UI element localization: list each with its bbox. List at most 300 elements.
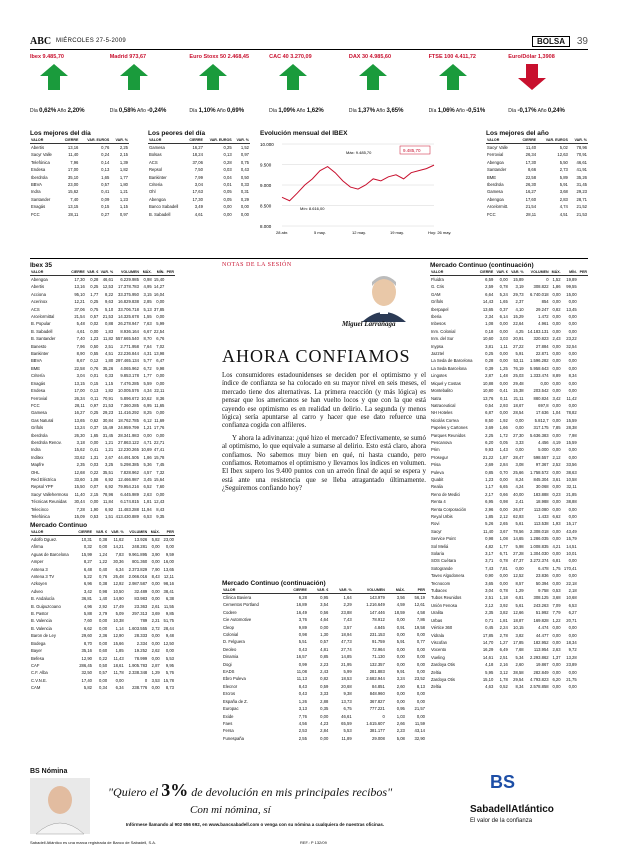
table-cell: 3,81 <box>485 343 494 349</box>
table-cell: 0,00 <box>568 573 577 579</box>
table-cell: 31,45 <box>102 432 114 438</box>
table-cell: 11,40 <box>483 528 494 534</box>
table-cell: Aguas de Barcelona <box>31 551 69 557</box>
table-cell: 33.375.950 <box>117 291 139 297</box>
table-cell: 5.896.672 <box>120 395 139 401</box>
table-cell: 84.851 <box>372 683 385 689</box>
table-row <box>430 291 588 298</box>
table-cell: 0,25 <box>90 299 99 305</box>
table-cell: 56,19 <box>414 595 425 600</box>
table-cell: 0,55 <box>90 351 99 357</box>
table-cell: 2,12 <box>552 454 561 460</box>
variation-label: Día <box>508 108 518 114</box>
table-cell: 848.960 <box>369 691 385 697</box>
table-cell: 5.958.643 <box>530 365 549 371</box>
table-row <box>430 387 588 394</box>
table-cell: 317.175 <box>533 425 549 431</box>
table-cell: 0,12 <box>90 358 99 364</box>
table-cell: Prim <box>431 447 440 453</box>
table-cell: Grifols <box>431 299 444 305</box>
table-cell: 6,38 <box>165 596 174 602</box>
table-row <box>430 535 588 542</box>
table-cell: 0,00 <box>552 506 561 512</box>
table-cell: 22,18 <box>566 580 577 586</box>
table-row <box>30 551 175 558</box>
table-cell: 20,71 <box>566 617 577 623</box>
table-cell: 9,63 <box>105 299 114 305</box>
table-cell: 0,11 <box>90 395 99 401</box>
table-cell: 98,16 <box>163 581 174 587</box>
table-cell: 113.538 <box>533 521 549 527</box>
table-cell: 6.445.989 <box>120 491 139 497</box>
table-cell: 1,11 <box>499 343 508 349</box>
table-cell: 9,35 <box>156 514 165 519</box>
table-cell: 5,53 <box>343 728 352 734</box>
table-row <box>486 211 588 218</box>
ad-legal: Sabadell Atlántico es una marca registrada de Banco de Sabadell, S.A. <box>30 840 157 845</box>
table-cell: 78.999 <box>134 655 148 661</box>
table-cell: 0,13 <box>223 152 232 158</box>
table-cell: Repsol YPF <box>31 484 54 490</box>
table-cell: 3,19 <box>515 284 524 290</box>
table-cell: 3,90 <box>151 551 160 557</box>
table-cell: 23,00 <box>163 537 174 542</box>
table-cell: 7,99 <box>194 174 203 180</box>
table-cell: 248.281 <box>132 544 148 550</box>
table-cell: 1.333.474 <box>530 373 549 379</box>
table-cell: 0,45 <box>485 625 494 631</box>
table-cell: 10,69 <box>141 447 152 453</box>
table-row <box>148 144 250 152</box>
table-cell: 0,00 <box>499 328 508 334</box>
table-cell: 4,63 <box>485 684 494 690</box>
variation-value: 1,37% <box>358 108 376 114</box>
table-cell: Zardoya Otis <box>431 676 455 682</box>
table-cell: 0,37 <box>90 425 99 431</box>
table-cell: 6.478 <box>538 565 549 571</box>
table-cell: 1,72 <box>499 432 508 438</box>
table-row <box>30 181 129 188</box>
table-cell: 32.489 <box>134 588 148 594</box>
table-cell: 5,51 <box>298 639 307 645</box>
table-cell: BME <box>487 174 497 180</box>
table-cell: 1,39 <box>119 159 128 165</box>
table-cell: 5,88 <box>83 611 93 617</box>
table-cell: Sacyr Valle <box>31 152 52 158</box>
ticker-variation <box>349 108 404 114</box>
table-row <box>430 654 588 661</box>
table-cell: 21,53 <box>102 314 114 320</box>
table-cell: 1,27 <box>499 639 508 645</box>
table-row <box>430 380 588 387</box>
table-cell: 5,13 <box>143 306 152 312</box>
table-cell: 12,90 <box>81 655 93 661</box>
table-row <box>430 365 588 372</box>
table-cell: 4,56 <box>298 720 307 726</box>
table-cell: 78.912 <box>372 617 385 623</box>
table-cell: 1,37 <box>552 654 561 660</box>
table-cell: 38,88 <box>566 499 577 505</box>
table-row <box>30 491 175 498</box>
table-cell: 4.961 <box>538 321 549 327</box>
table-cell: 0,00 <box>151 581 160 587</box>
table-cell: 21,54 <box>74 314 85 320</box>
table-cell: 4,21 <box>552 543 561 549</box>
table-row <box>30 483 175 490</box>
edition-date: MIÉRCOLES 27-5-2009 <box>56 38 127 44</box>
table-row <box>222 735 426 742</box>
x-tick-label: 28 abr. <box>276 230 289 235</box>
table-row <box>222 727 426 734</box>
table-cell: 8,24 <box>515 476 524 482</box>
panel-separator <box>30 258 588 259</box>
table-cell: 0,99 <box>298 661 307 667</box>
table-cell: Sacyr <box>431 528 442 534</box>
ibex-series-line <box>282 165 434 201</box>
table-cell: 2,24 <box>499 625 508 631</box>
table-cell: 1,17 <box>485 484 494 490</box>
table-cell: 28,11 <box>525 211 537 217</box>
table-cell: 6,95 <box>143 402 152 408</box>
table-cell: 1,08 <box>499 536 508 542</box>
table-cell: 13,24 <box>74 425 85 431</box>
section-name: BOLSA <box>532 36 570 47</box>
table-row <box>30 439 175 446</box>
table-cell: 0,00 <box>515 417 524 423</box>
table-cell: 2.771.958 <box>120 343 139 349</box>
table-cell: 3,33 <box>320 691 329 697</box>
table-cell: Acerinox <box>31 299 48 305</box>
table-cell: 13,65 <box>482 306 494 312</box>
table-cell: 0,00 <box>151 588 160 594</box>
table-cell: 18.988 <box>535 499 549 505</box>
table-cell: 297.313 <box>132 611 148 617</box>
table-cell: Abengoa <box>487 196 504 202</box>
table-cell: 1,23 <box>119 196 128 202</box>
table-cell: 0,00 <box>396 646 405 652</box>
table-cell: 9.758 <box>538 588 549 594</box>
table-cell: 5,02 <box>559 145 568 150</box>
table-cell: 8,66 <box>527 167 537 173</box>
table-cell: 0,00 <box>90 499 99 505</box>
table-cell: 15,79 <box>566 536 577 542</box>
headline: AHORA CONFIAMOS <box>222 346 411 366</box>
table-cell: 0,00 <box>156 373 165 379</box>
table-row <box>486 188 588 195</box>
continuo-panel-2 <box>222 580 426 742</box>
table-cell: 38,58 <box>513 669 524 675</box>
table-row <box>148 196 250 203</box>
table-cell: 4.474 <box>538 625 549 631</box>
table-cell: 2,29 <box>343 602 352 608</box>
table-cell: 0,00 <box>396 632 405 638</box>
table-cell: 1,82 <box>119 167 128 173</box>
table-cell: 0,95 <box>320 595 329 600</box>
variation-value: -0,24% <box>147 108 167 114</box>
table-cell: 0,05 <box>223 189 232 195</box>
table-cell: 10,62 <box>141 395 152 401</box>
table-cell: 13,45 <box>566 306 577 312</box>
ticker-variation <box>508 108 565 114</box>
table-cell: 1,77 <box>143 373 152 379</box>
table-row <box>430 283 588 290</box>
table-cell: 17.378.783 <box>117 284 139 290</box>
table-cell: Endesa <box>31 167 46 173</box>
table-cell: 43,14 <box>414 728 425 734</box>
table-cell: 2,65 <box>499 521 508 527</box>
table-cell: Exide <box>223 713 234 719</box>
table-cell: 0,00 <box>165 544 174 550</box>
table-row <box>148 159 250 166</box>
table-cell: 3,33 <box>515 439 524 445</box>
table-cell: Gamesa <box>149 145 165 150</box>
variation-label: Día <box>348 108 359 114</box>
table-cell: 26,34 <box>525 152 537 158</box>
table-cell: 0,37 <box>499 306 508 312</box>
table-cell: 7,81 <box>499 565 508 571</box>
table-cell: 3,68 <box>559 189 568 195</box>
table-cell: 20,91 <box>513 336 524 342</box>
table-cell: 99,55 <box>566 284 577 290</box>
table-cell: 10,60 <box>482 336 494 342</box>
table-cell: GAM <box>431 291 441 297</box>
table-cell: 30,36 <box>113 559 124 565</box>
table-cell: 0,04 <box>223 174 232 180</box>
table-cell: 2,51 <box>499 654 508 660</box>
table-cell: 12,21 <box>74 299 85 305</box>
table-cell: Inm. del Sur <box>431 336 454 342</box>
column-header: VAR. % <box>233 137 250 144</box>
table-row <box>222 675 426 682</box>
table-cell: 1,77 <box>119 174 128 180</box>
table-row <box>430 409 588 416</box>
column-header: MÁX. <box>140 269 153 276</box>
table-cell: 3,42 <box>83 588 93 594</box>
table-cell: 16,29 <box>482 647 494 653</box>
table-cell: 0,27 <box>101 211 110 217</box>
table-cell: 0,00 <box>552 351 561 357</box>
table-cell: 1.304.030 <box>530 551 549 557</box>
table-cell: 1,64 <box>343 595 352 600</box>
table-cell: 3,54 <box>320 602 329 608</box>
table-cell: 5,24 <box>499 291 508 297</box>
table-cell: 1.603.555 <box>128 625 148 631</box>
table-cell: 0,57 <box>320 639 329 645</box>
table-cell: Pescanova <box>431 439 452 445</box>
table-cell: Deoleo <box>223 646 237 652</box>
table-cell: 3,04 <box>485 588 494 594</box>
sabadell-advertisement[interactable] <box>30 768 588 846</box>
table-cell: 15,62 <box>67 189 79 195</box>
table-cell: 2,34 <box>485 314 494 320</box>
ticker-0 <box>30 54 98 122</box>
table-cell: 32,11 <box>566 484 577 490</box>
table-cell: 9.961.895 <box>128 551 148 557</box>
table-cell: 11,43 <box>113 655 124 661</box>
table-cell: 0,00 <box>552 321 561 327</box>
table-cell: 5,61 <box>515 521 524 527</box>
table-cell: 3,56 <box>396 595 405 600</box>
table-cell: 2,63 <box>143 491 152 497</box>
table-cell: 33,56 <box>566 462 577 468</box>
table-cell: 8,34 <box>515 684 524 690</box>
table-cell: 28,71 <box>576 196 587 202</box>
table-cell: 0,00 <box>568 321 577 327</box>
table-cell: Telefónica <box>31 514 50 519</box>
table-cell: 22.871 <box>535 351 549 357</box>
table-cell: 12,52 <box>513 573 524 579</box>
variation-label: Año <box>295 108 307 114</box>
table-cell: Enagás <box>31 380 46 386</box>
table-cell: 12.230.265 <box>117 447 139 453</box>
table-row <box>30 151 129 158</box>
table-cell: 4.065.962 <box>120 365 139 371</box>
table-cell: 0,00 <box>552 314 561 320</box>
table-cell: Banesto <box>31 343 47 349</box>
table-row <box>30 640 175 647</box>
table-cell: 12,68 <box>74 469 85 475</box>
table-cell: 0,05 <box>499 439 508 445</box>
table-cell: 76,19 <box>513 365 524 371</box>
table-cell: 1,40 <box>99 596 108 602</box>
table-cell: 7,40 <box>70 196 79 202</box>
table-row <box>30 536 175 544</box>
table-cell: 9,48 <box>165 633 174 639</box>
table-cell: 1,30 <box>320 632 329 638</box>
table-cell: 33.706.718 <box>117 306 139 312</box>
table-cell: Funespaña <box>223 735 244 741</box>
table-row <box>148 188 250 195</box>
table-cell: 0,43 <box>240 167 249 173</box>
table-cell: 4,82 <box>485 543 494 549</box>
table-cell: 6.229.985 <box>120 277 139 282</box>
table-cell: 0,66 <box>499 491 508 497</box>
chart-title: Evolución mensual del IBEX <box>260 130 348 137</box>
ad-photo <box>30 778 90 834</box>
table-cell: 17,63 <box>192 189 203 195</box>
table-cell: 5,22 <box>83 574 93 580</box>
table-cell: B. Andalucía <box>31 596 55 602</box>
table-cell: SOS Cuétara <box>431 558 456 564</box>
table-cell: 0,00 <box>552 328 561 334</box>
variation-value: 0,69% <box>227 108 245 114</box>
table-cell: 0,98 <box>499 499 508 505</box>
table-cell: 7,60 <box>156 484 165 490</box>
table-cell: 72.964 <box>372 646 385 652</box>
table-cell: 2.334 <box>136 640 148 646</box>
table-cell: Iberdrola <box>31 174 48 180</box>
table-cell: 46,61 <box>576 159 587 165</box>
column-header: VALOR <box>222 587 283 594</box>
table-cell: 12,66 <box>513 610 524 616</box>
table-cell: España de Z. <box>223 698 248 704</box>
table-cell: 0 <box>546 277 549 282</box>
table-cell: 14,90 <box>113 596 124 602</box>
table-cell: 23.363 <box>134 603 148 609</box>
table-cell: Telecinco <box>31 506 49 512</box>
table-row <box>30 380 175 387</box>
table-cell: 0,78 <box>499 284 508 290</box>
ad-quote-end: de devolución en mis principales recibos" <box>188 785 393 799</box>
table-cell: 6.740.018 <box>530 291 549 297</box>
session-note <box>222 262 426 493</box>
table-cell: 24.959.799 <box>117 425 139 431</box>
table-row <box>430 402 588 409</box>
table-cell: 13,65 <box>74 417 85 423</box>
table-cell: 33,62 <box>74 454 85 460</box>
table-cell: 28,54 <box>513 410 524 416</box>
table-cell: 0,00 <box>416 691 425 697</box>
table-cell: BBVA <box>31 182 42 188</box>
table-cell: 0,00 <box>568 380 577 386</box>
variation-value: 2,20% <box>67 108 85 114</box>
table-cell: 2,21 <box>151 618 160 624</box>
table-cell: 21,53 <box>102 402 114 408</box>
table-cell: 7,68 <box>515 647 524 653</box>
table-cell: 0,00 <box>552 447 561 453</box>
table-cell: Zeltia <box>431 669 442 675</box>
article-body <box>222 372 426 494</box>
column-header: VAR. % <box>100 270 114 274</box>
table-cell: 0,00 <box>568 402 577 408</box>
table-row <box>486 203 588 210</box>
table-row <box>430 528 588 535</box>
table-cell: 0,76 <box>101 145 110 150</box>
table-row <box>30 211 129 218</box>
ticker-name: CAC 40 3.270,09 <box>269 54 312 60</box>
table-cell: 147.446 <box>369 609 385 615</box>
table-cell: 3,15 <box>143 291 152 297</box>
table-cell: 169.828 <box>533 617 549 623</box>
table-cell: 1,21 <box>119 189 128 195</box>
table-row <box>30 159 129 166</box>
table-cell: Criteria <box>149 182 163 188</box>
table-cell: 0,00 <box>552 536 561 542</box>
table-cell: 0,00 <box>416 646 425 652</box>
table-row <box>30 662 175 669</box>
table-cell: Nicolás Correa <box>431 417 459 423</box>
table-cell: 0,00 <box>515 565 524 571</box>
table-cell: 6,28 <box>298 595 307 600</box>
table-cell: 286,45 <box>79 662 93 668</box>
table-cell: 6.174.815 <box>120 499 139 505</box>
table-cell: 11,42 <box>566 395 577 401</box>
column-header: CIERRE <box>71 270 85 274</box>
table-cell: 9,93 <box>485 447 494 453</box>
table-cell: 0,00 <box>240 211 249 217</box>
table-cell: 14,61 <box>482 654 494 660</box>
table-cell: 1,48 <box>499 373 508 379</box>
table-cell: Codere <box>223 609 237 615</box>
table-cell: 18,59 <box>394 609 405 615</box>
table-row <box>222 609 426 616</box>
table-cell: 0,29 <box>240 196 249 202</box>
column-header: VAR. EUROS <box>204 137 233 144</box>
table-cell: Enagás <box>31 204 46 210</box>
table-cell: 282.849 <box>533 669 549 675</box>
column-header: VALOR <box>148 137 185 144</box>
arrow-down-icon <box>512 64 552 90</box>
table-cell: 6,12 <box>143 417 152 423</box>
table-cell: 0,39 <box>485 365 494 371</box>
table-cell: 3,08 <box>515 462 524 468</box>
table-cell: Vocento <box>431 647 447 653</box>
table-cell: 15,66 <box>113 640 124 646</box>
table-cell: 0,33 <box>105 373 114 379</box>
table-row <box>486 174 588 181</box>
table-cell: 0,00 <box>499 573 508 579</box>
table-cell: 14,70 <box>482 639 494 645</box>
